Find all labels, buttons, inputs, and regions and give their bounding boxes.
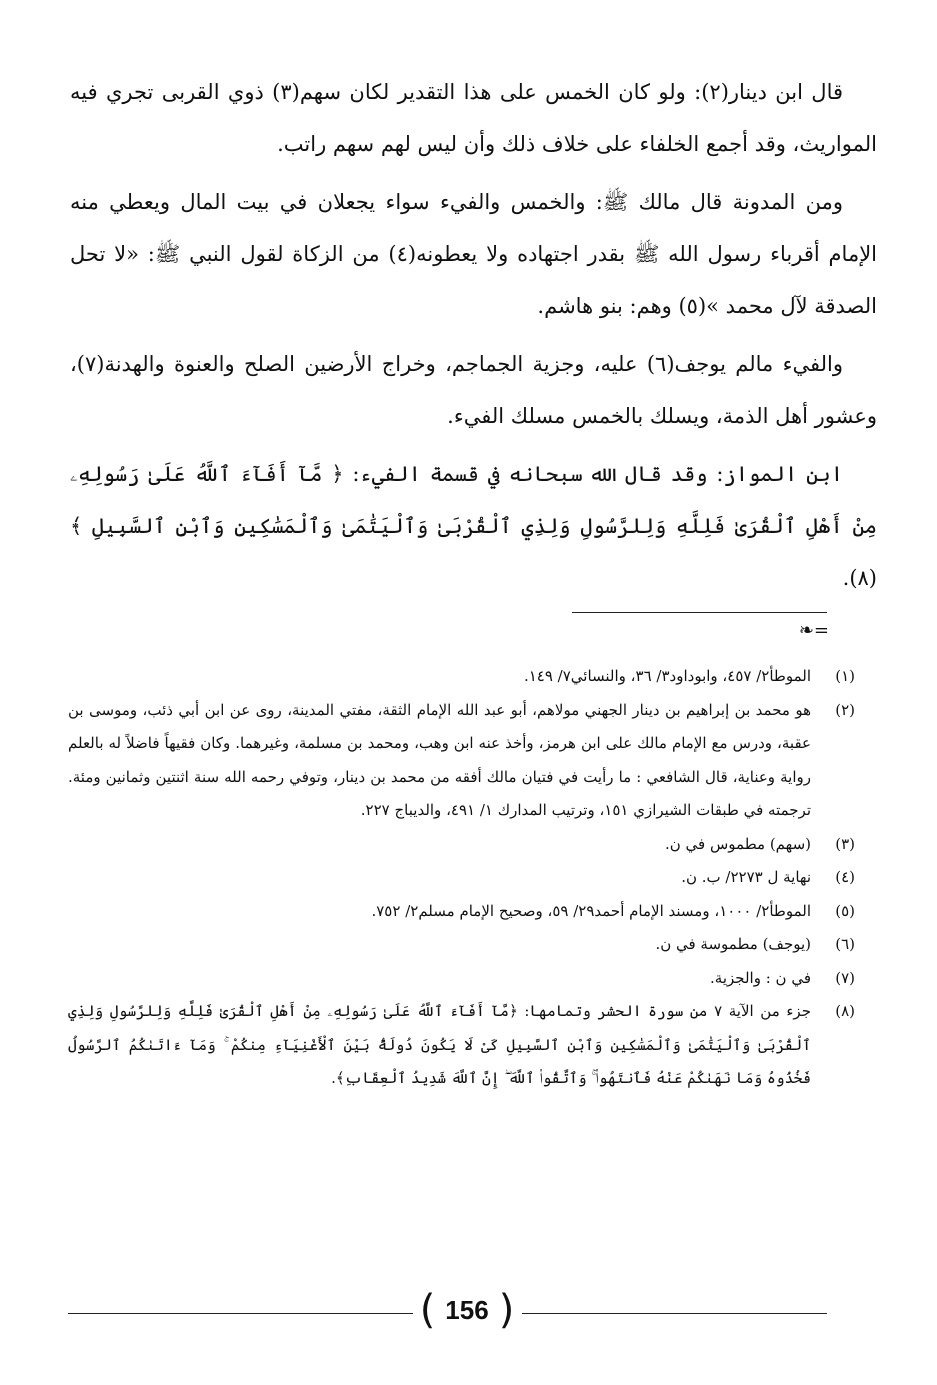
footnote [68, 895, 855, 929]
main-text [70, 66, 877, 610]
footnote-number: (٧) [835, 968, 855, 987]
paragraph: ومن المدونة قال مالك ﷺ: والخمس والفيء سواء يجعلان في بيت المال ويعطي منه الإمام أقرباء رسول الله ﷺ بقدر اجتهاده ولا يعطونه(٤) من الزكاة لقول النبي ﷺ: «لا تحل الصدقة لآل محمد »(٥) وهم: بنو هاشم. [70, 190, 878, 318]
paragraph: والفيء مالم يوجف(٦) عليه، وجزية الجماجم، وخراج الأرضين الصلح والعنوة والهدنة(٧)، وعشور أهل الذمة، ويسلك بالخمس مسلك الفيء. [70, 352, 877, 428]
footnote-text: في ن : والجزية. [710, 968, 811, 987]
footnote [68, 995, 855, 1096]
footnote [68, 694, 855, 828]
footnote-text: نهاية ل ٢٢٧٣/ ب. ن. [681, 868, 811, 886]
footnote-number: (٤) [835, 868, 855, 886]
footnote-text: هو محمد بن إبراهيم بن دينار الجهني مولاهم، أبو عبد الله الإمام الثقة، مفتي المدينة، روى عن ابن أبي ذئب، وموسى بن عقبة، ودرس مع الإمام مالك على ابن هرمز، وأخذ عنه ابن وهب، ومحمد بن مسلمة، وغيرهما. وكان فقيهاً فاضلاً له بالعلم رواية وعناية، قال الشافعي : ما رأيت في فتيان مالك أفقه من محمد بن دينار، وتوفي رحمه الله سنة اثنتين وثمانين ومئة. ترجمته في طبقات الشيرازي ١٥١، وترتيب المدارك ١/ ٤٩١، والديباج ٢٢٧. [68, 700, 811, 819]
paragraph: قال ابن دينار(٢): ولو كان الخمس على هذا التقدير لكان سهم(٣) ذوي القربى تجري فيه المواريث، وقد أجمع الخلفاء على خلاف ذلك وأن ليس لهم سهم راتب. [70, 80, 877, 156]
footnote-number: (١) [835, 667, 855, 685]
footnote [68, 861, 855, 895]
footnote-text: الموطأ٢/ ١٠٠٠، ومسند الإمام أحمد٢٩/ ٥٩، وصحيح الإمام مسلم٢/ ٧٥٢. [371, 901, 811, 920]
footnote [68, 928, 855, 962]
footnote [68, 660, 855, 694]
bracket-close: ) [498, 1287, 515, 1333]
paragraph: ابن المواز: وقد قال الله سبحانه في قسمة الفيء: ﴿ مَّآ أَفَآءَ ٱللَّهُ عَلَىٰ رَسُولِهِۦ مِنْ أَهْلِ ٱلْقُرَىٰ فَلِلَّهِ وَلِلرَّسُولِ وَلِذِي ٱلْقُرْبَىٰ وَٱلْيَتَٰمَىٰ وَٱلْمَسَٰكِينِ وَٱبْنِ ٱلسَّبِيلِ ﴾(٨). [70, 462, 877, 590]
footnote-text: (يوجف) مطموسة في ن. [655, 935, 811, 953]
page-number: 156 [445, 1294, 489, 1325]
footnote-separator [572, 612, 827, 613]
bracket-open: ( [419, 1287, 436, 1333]
footnote-ornament: =❧ [798, 620, 829, 641]
footnote-text: جزء من الآية ٧ من سورة الحشر وتمامها: ﴿مَّآ أَفَآءَ ٱللَّهُ عَلَىٰ رَسُولِهِۦ مِنْ أَهْلِ ٱلْقُرَىٰ فَلِلَّهِ وَلِلرَّسُولِ وَلِذِي ٱلْقُرْبَىٰ وَٱلْيَتَٰمَىٰ وَٱلْمَسَٰكِينِ وَٱبْنِ ٱلسَّبِيلِ كَىْ لَا يَكُونَ دُولَةًۢ بَيْنَ ٱلْأَغْنِيَآءِ مِنكُمْ ۚ وَمَآ ءَاتَىٰكُمُ ٱلرَّسُولُ فَخُذُوهُ وَمَا نَهَىٰكُمْ عَنْهُ فَٱنتَهُوا۟ ۚ وَٱتَّقُوا۟ ٱللَّهَ ۖ إِنَّ ٱللَّهَ شَدِيدُ ٱلْعِقَابِ﴾. [68, 1002, 811, 1087]
footnote-number: (٢) [835, 700, 855, 719]
page-number-box [408, 1285, 526, 1335]
footnotes [68, 660, 855, 1096]
footnote-text: (سهم) مطموس في ن. [664, 834, 811, 853]
footnote-number: (٥) [835, 901, 855, 920]
footnote-text: الموطأ٢/ ٤٥٧، وابوداود٣/ ٣٦، والنسائي٧/ ١٤٩. [523, 667, 811, 685]
footnote [68, 828, 855, 862]
footer-rule-left [68, 1313, 413, 1314]
footnote-number: (٣) [835, 834, 855, 853]
footnote-number: (٨) [835, 1002, 855, 1020]
footnote-number: (٦) [835, 935, 855, 953]
footer-rule-right [522, 1313, 827, 1314]
footnote [68, 962, 855, 996]
